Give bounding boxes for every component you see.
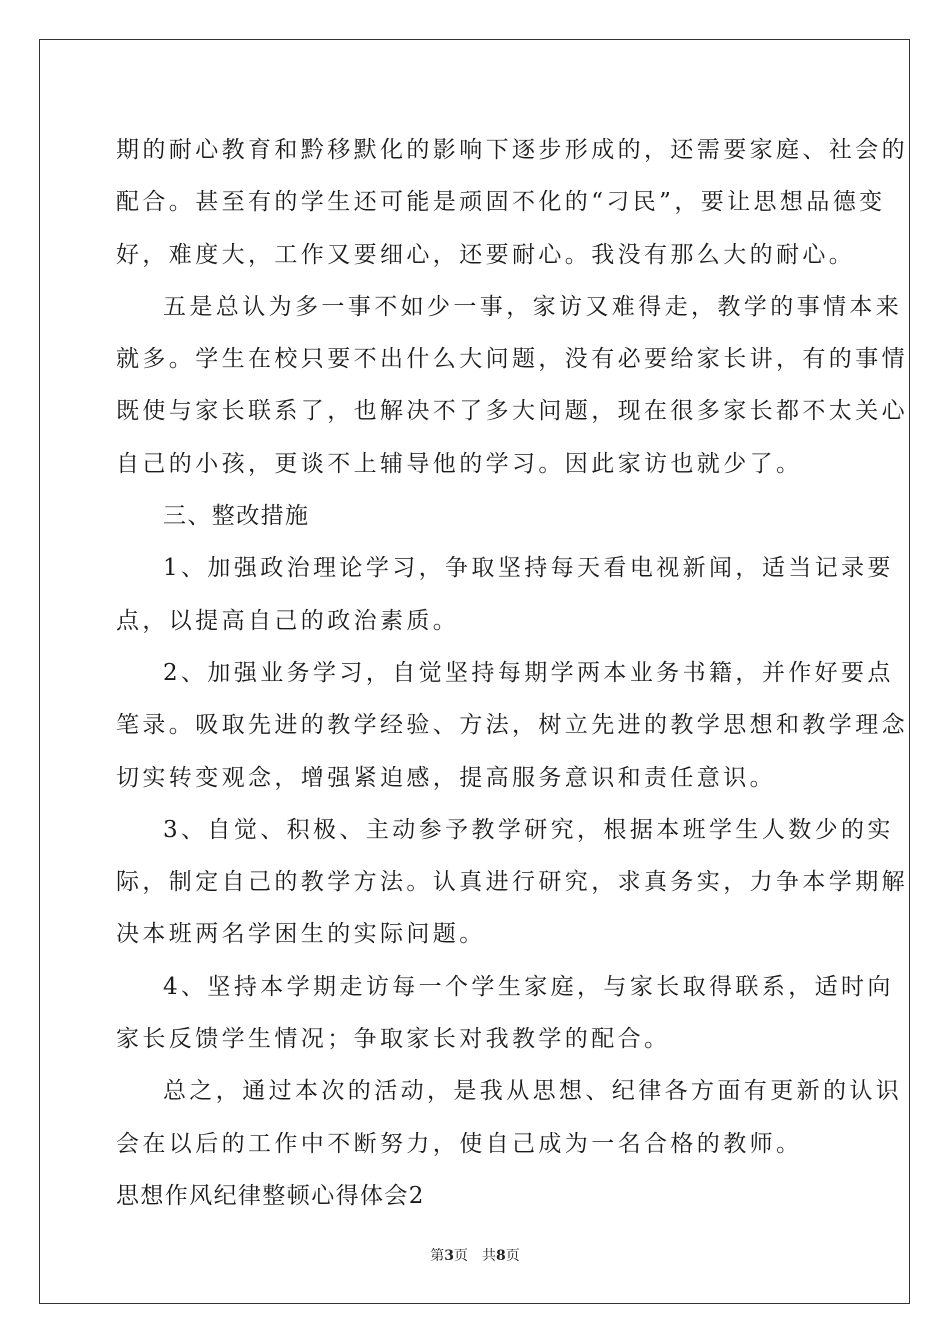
- paragraph-continuation: [116, 130, 908, 287]
- text-line: 配合。甚至有的学生还可能是顽固不化的“刁民”，要让思想品德变: [116, 189, 886, 216]
- text-line: 点，以提高自己的政治素质。: [116, 607, 460, 634]
- page-prefix: 第: [430, 1248, 445, 1264]
- text-line: 五是总认为多一事不如少一事，家访又难得走，教学的事情本来: [163, 293, 903, 320]
- total-suffix: 页: [505, 1248, 520, 1264]
- text-line: 1、加强政治理论学习，争取坚持每天看电视新闻，适当记录要: [163, 555, 894, 582]
- conclusion-paragraph: [116, 1071, 903, 1176]
- page-suffix: 页: [454, 1248, 468, 1264]
- document-body: [116, 130, 908, 1228]
- section-heading: [116, 496, 836, 548]
- title-text: 思想作风纪律整顿心得体会2: [116, 1182, 425, 1209]
- text-line: 4、坚持本学期走访每一个学生家庭，与家长取得联系，适时向: [163, 973, 894, 1000]
- text-line: 好，难度大，工作又要细心，还要耐心。我没有那么大的耐心。: [116, 241, 856, 268]
- next-article-title: [116, 1176, 836, 1228]
- text-line: 总之，通过本次的活动，是我从思想、纪律各方面有更新的认识: [163, 1078, 903, 1105]
- text-line: 切实转变观念，增强紧迫感，提高服务意识和责任意识。: [116, 764, 776, 791]
- text-line: 家长反馈学生情况；争取家长对我教学的配合。: [116, 1026, 671, 1053]
- text-line: 就多。学生在校只要不出什么大问题，没有必要给家长讲，有的事情: [116, 346, 908, 373]
- text-line: 决本班两名学困生的实际问题。: [116, 921, 486, 948]
- total-prefix: 共: [482, 1248, 496, 1264]
- heading-text: 三、整改措施: [163, 503, 310, 530]
- text-line: 期的耐心教育和黔移默化的影响下逐步形成的，还需要家庭、社会的: [116, 137, 908, 163]
- paragraph-point-five: [116, 287, 908, 496]
- measure-item-2: [116, 653, 908, 810]
- measure-item-1: [116, 548, 894, 653]
- page-footer: [0, 1247, 950, 1265]
- text-line: 既使与家长联系了，也解决不了多大问题，现在很多家长都不太关心: [116, 398, 908, 425]
- measure-item-3: [116, 810, 908, 967]
- text-line: 笔录。吸取先进的教学经验、方法，树立先进的教学思想和教学理念: [116, 712, 908, 739]
- text-line: 自己的小孩，更谈不上辅导他的学习。因此家访也就少了。: [116, 450, 803, 477]
- total-pages: 8: [496, 1248, 506, 1264]
- text-line: 3、自觉、积极、主动参予教学研究，根据本班学生人数少的实: [163, 816, 894, 843]
- measure-item-4: [116, 967, 894, 1072]
- text-line: 会在以后的工作中不断努力，使自己成为一名合格的教师。: [116, 1130, 803, 1157]
- text-line: 2、加强业务学习，自觉坚持每期学两本业务书籍，并作好要点: [163, 659, 894, 686]
- page-number: 3: [444, 1248, 454, 1264]
- text-line: 际，制定自己的教学方法。认真进行研究，求真务实，力争本学期解: [116, 869, 908, 896]
